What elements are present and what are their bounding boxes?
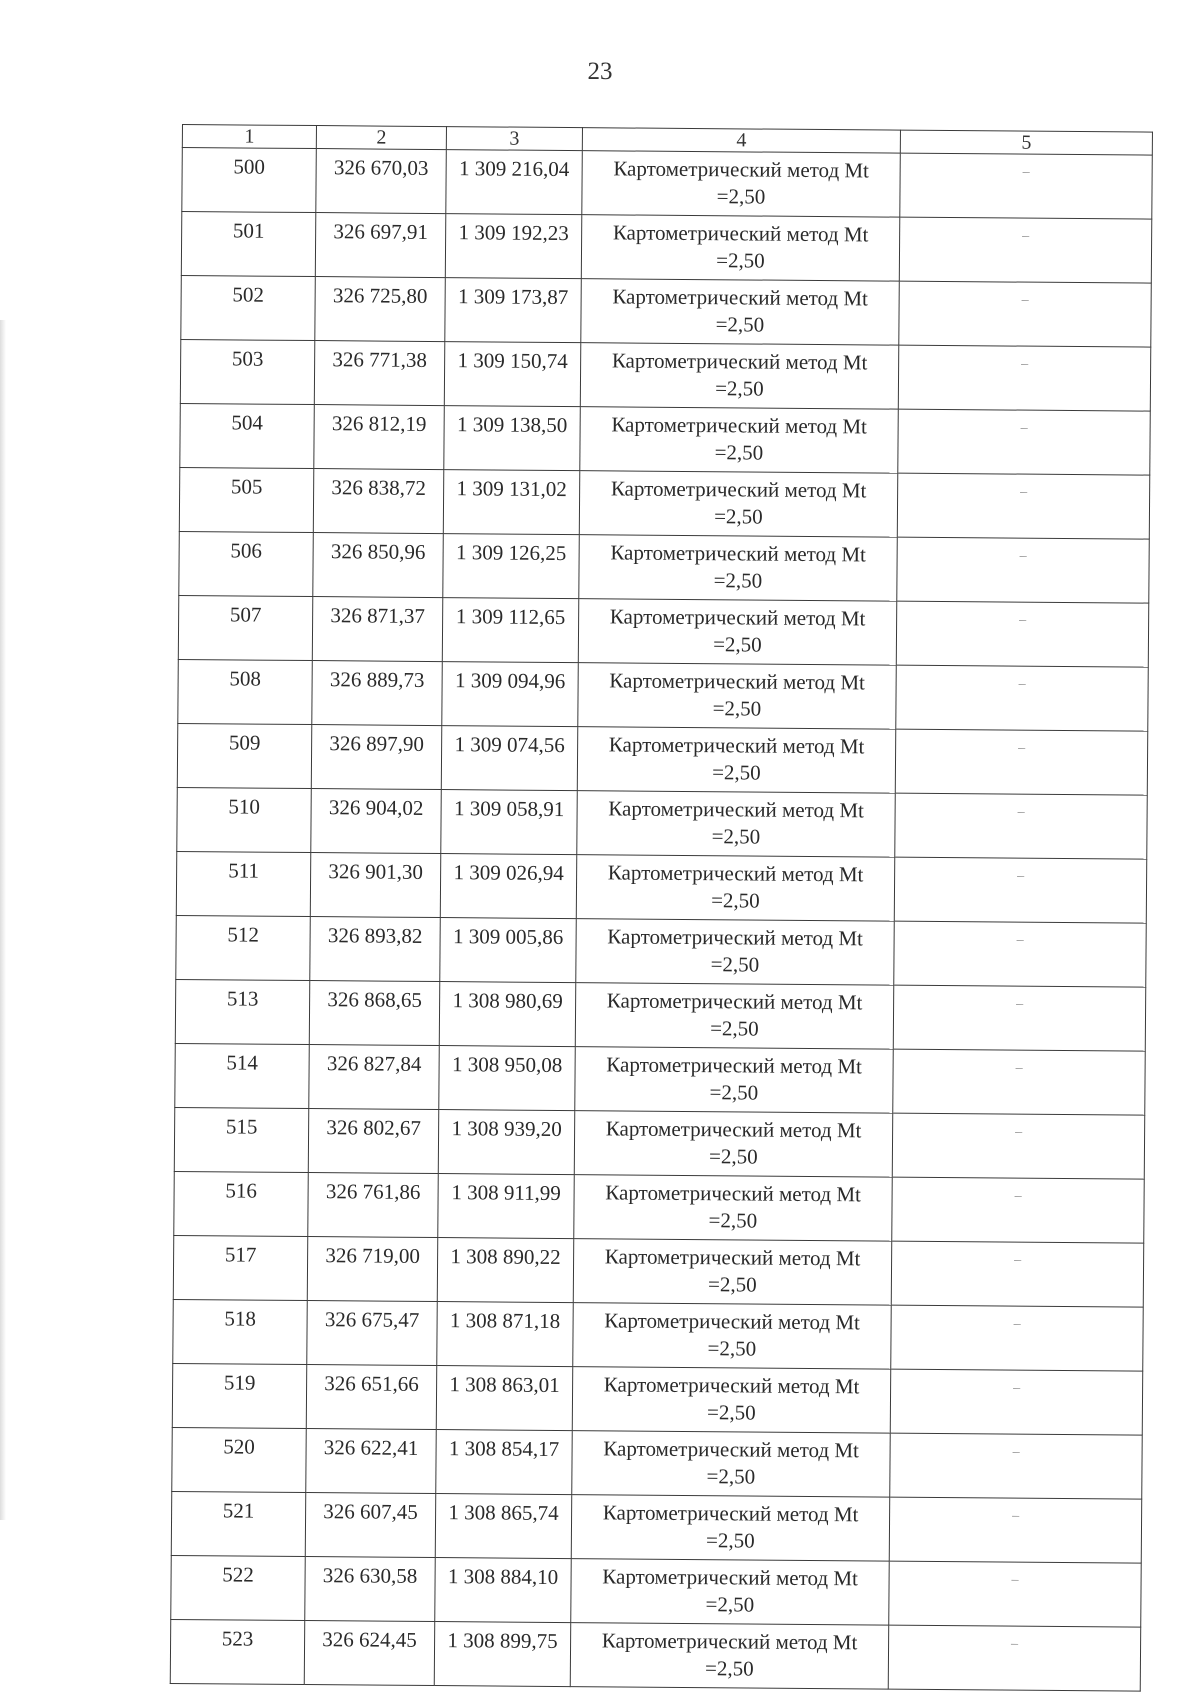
y-coordinate-cell: 1 309 058,91: [441, 790, 577, 855]
point-number-cell: 521: [171, 1491, 305, 1556]
method-label: Картометрический метод Mt: [601, 1628, 858, 1655]
method-cell: [571, 1559, 889, 1625]
method-label: Картометрический метод Mt: [612, 284, 869, 311]
method-cell: [573, 1303, 891, 1369]
method-label: Картометрический метод Mt: [604, 1244, 861, 1271]
point-number-cell: 504: [180, 403, 314, 468]
header-col-1: 1: [182, 125, 316, 149]
x-coordinate-cell: 326 893,82: [310, 917, 440, 982]
y-coordinate-cell: 1 308 911,99: [438, 1174, 574, 1239]
method-cell: [580, 407, 898, 473]
method-label: Картометрический метод Mt: [610, 476, 867, 503]
point-number-cell: 517: [173, 1235, 307, 1300]
method-label: Картометрический метод Mt: [608, 732, 865, 759]
table-row: [178, 595, 1148, 667]
y-coordinate-cell: 1 308 865,74: [435, 1494, 571, 1559]
method-cell: [574, 1175, 892, 1241]
method-accuracy-value: =2,50: [715, 376, 764, 401]
method-accuracy-value: =2,50: [710, 952, 760, 977]
y-coordinate-cell: 1 308 980,69: [439, 982, 575, 1047]
note-cell: –: [892, 1113, 1144, 1179]
method-cell: [578, 599, 896, 665]
y-coordinate-cell: 1 309 112,65: [442, 598, 578, 663]
note-cell: –: [898, 345, 1150, 411]
note-cell: –: [893, 1049, 1145, 1115]
point-number-cell: 507: [178, 595, 312, 660]
y-coordinate-cell: 1 309 005,86: [440, 918, 576, 983]
method-accuracy-value: =2,50: [712, 760, 761, 785]
table-row: [181, 275, 1151, 347]
coordinates-table: [170, 124, 1153, 1692]
method-accuracy-value: =2,50: [704, 1656, 754, 1681]
note-cell: –: [897, 537, 1149, 603]
method-label: Картометрический метод Mt: [606, 1052, 862, 1079]
y-coordinate-cell: 1 309 094,96: [442, 662, 578, 727]
note-cell: –: [890, 1369, 1142, 1435]
method-accuracy-value: =2,50: [712, 696, 762, 721]
x-coordinate-cell: 326 850,96: [313, 533, 443, 598]
table-row: [173, 1235, 1143, 1307]
method-label: Картометрический метод Mt: [610, 540, 867, 567]
note-cell: –: [893, 985, 1145, 1051]
table-row: [173, 1299, 1143, 1371]
x-coordinate-cell: 326 812,19: [314, 405, 444, 470]
method-accuracy-value: =2,50: [716, 248, 765, 273]
table-row: [175, 979, 1145, 1051]
point-number-cell: 520: [172, 1427, 306, 1492]
method-accuracy-value: =2,50: [707, 1400, 756, 1425]
table-row: [171, 1555, 1141, 1627]
note-cell: –: [900, 153, 1152, 219]
method-cell: [572, 1431, 890, 1497]
method-cell: [580, 343, 898, 409]
table-row: [176, 915, 1146, 987]
point-number-cell: 518: [173, 1299, 307, 1364]
method-accuracy-value: =2,50: [708, 1272, 757, 1297]
note-cell: –: [899, 217, 1151, 283]
x-coordinate-cell: 326 897,90: [311, 725, 441, 790]
method-accuracy-value: =2,50: [708, 1208, 758, 1233]
point-number-cell: 512: [176, 915, 310, 980]
table-row: [179, 531, 1149, 603]
y-coordinate-cell: 1 309 150,74: [444, 342, 580, 407]
note-cell: –: [895, 793, 1147, 859]
y-coordinate-cell: 1 309 026,94: [440, 854, 576, 919]
note-cell: –: [894, 921, 1146, 987]
table-row: [182, 148, 1152, 220]
note-cell: –: [889, 1561, 1141, 1627]
x-coordinate-cell: 326 904,02: [311, 789, 441, 854]
method-label: Картометрический метод Mt: [612, 220, 869, 247]
method-cell: [578, 663, 896, 729]
x-coordinate-cell: 326 651,66: [306, 1365, 436, 1430]
method-cell: [571, 1495, 889, 1561]
x-coordinate-cell: 326 670,03: [316, 149, 446, 214]
table-row: [175, 1043, 1145, 1115]
method-label: Картометрический метод Mt: [609, 668, 866, 695]
y-coordinate-cell: 1 308 950,08: [439, 1046, 575, 1111]
method-label: Картометрический метод Mt: [606, 988, 863, 1015]
point-number-cell: 503: [180, 339, 314, 404]
method-accuracy-value: =2,50: [707, 1336, 757, 1361]
method-cell: [570, 1623, 888, 1689]
y-coordinate-cell: 1 309 173,87: [445, 278, 581, 343]
point-number-cell: 502: [181, 275, 315, 340]
method-cell: [582, 151, 900, 217]
x-coordinate-cell: 326 630,58: [305, 1557, 435, 1622]
header-col-4: 4: [582, 128, 900, 153]
x-coordinate-cell: 326 868,65: [309, 981, 439, 1046]
table-row: [172, 1427, 1142, 1499]
point-number-cell: 519: [172, 1363, 306, 1428]
method-cell: [579, 471, 897, 537]
x-coordinate-cell: 326 761,86: [308, 1173, 438, 1238]
y-coordinate-cell: 1 309 216,04: [446, 150, 582, 215]
method-accuracy-value: =2,50: [706, 1464, 756, 1489]
table-row: [174, 1107, 1144, 1179]
note-cell: –: [895, 729, 1147, 795]
x-coordinate-cell: 326 889,73: [312, 661, 442, 726]
method-accuracy-value: =2,50: [711, 888, 760, 913]
method-cell: [576, 919, 894, 985]
table-row: [177, 723, 1147, 795]
note-cell: –: [894, 857, 1146, 923]
note-cell: –: [889, 1497, 1141, 1563]
note-cell: –: [896, 665, 1148, 731]
method-label: Картометрический метод Mt: [613, 156, 870, 183]
point-number-cell: 523: [170, 1619, 304, 1684]
method-accuracy-value: =2,50: [705, 1592, 755, 1617]
method-label: Картометрический метод Mt: [603, 1436, 859, 1463]
header-col-2: 2: [316, 126, 446, 150]
x-coordinate-cell: 326 697,91: [315, 213, 445, 278]
method-cell: [581, 215, 899, 281]
point-number-cell: 516: [174, 1171, 308, 1236]
method-label: Картометрический метод Mt: [607, 924, 864, 951]
y-coordinate-cell: 1 309 138,50: [444, 406, 580, 471]
x-coordinate-cell: 326 624,45: [304, 1621, 434, 1686]
point-number-cell: 515: [174, 1107, 308, 1172]
method-accuracy-value: =2,50: [713, 632, 762, 657]
y-coordinate-cell: 1 308 899,75: [434, 1622, 570, 1687]
method-label: Картометрический метод Mt: [611, 348, 868, 375]
point-number-cell: 506: [179, 531, 313, 596]
x-coordinate-cell: 326 871,37: [312, 597, 442, 662]
method-label: Картометрический метод Mt: [602, 1564, 858, 1591]
note-cell: –: [899, 281, 1151, 347]
method-cell: [579, 535, 897, 601]
method-accuracy-value: =2,50: [711, 824, 761, 849]
method-cell: [577, 791, 895, 857]
y-coordinate-cell: 1 309 126,25: [443, 534, 579, 599]
point-number-cell: 522: [171, 1555, 305, 1620]
method-cell: [575, 1047, 893, 1113]
header-col-3: 3: [446, 127, 582, 151]
header-col-5: 5: [900, 130, 1152, 155]
method-label: Картометрический метод Mt: [611, 412, 868, 439]
x-coordinate-cell: 326 607,45: [305, 1493, 435, 1558]
method-cell: [577, 727, 895, 793]
point-number-cell: 500: [182, 148, 316, 213]
table-row: [172, 1363, 1142, 1435]
y-coordinate-cell: 1 308 854,17: [436, 1430, 572, 1495]
method-label: Картометрический метод Mt: [602, 1500, 859, 1527]
x-coordinate-cell: 326 838,72: [313, 469, 443, 534]
scan-edge-shadow: [0, 320, 6, 1520]
method-accuracy-value: =2,50: [710, 1016, 759, 1041]
x-coordinate-cell: 326 802,67: [308, 1109, 438, 1174]
x-coordinate-cell: 326 719,00: [307, 1237, 437, 1302]
method-cell: [576, 855, 894, 921]
method-accuracy-value: =2,50: [709, 1080, 759, 1105]
y-coordinate-cell: 1 308 863,01: [436, 1366, 572, 1431]
note-cell: –: [897, 473, 1149, 539]
y-coordinate-cell: 1 308 871,18: [437, 1302, 573, 1367]
point-number-cell: 514: [175, 1043, 309, 1108]
y-coordinate-cell: 1 308 890,22: [437, 1238, 573, 1303]
method-accuracy-value: =2,50: [714, 440, 764, 465]
y-coordinate-cell: 1 308 939,20: [438, 1110, 574, 1175]
table-row: [180, 403, 1150, 475]
y-coordinate-cell: 1 308 884,10: [435, 1558, 571, 1623]
method-accuracy-value: =2,50: [714, 504, 763, 529]
method-accuracy-value: =2,50: [715, 312, 765, 337]
method-accuracy-value: =2,50: [706, 1528, 755, 1553]
method-label: Картометрический метод Mt: [608, 796, 865, 823]
note-cell: –: [892, 1177, 1144, 1243]
method-label: Картометрический метод Mt: [605, 1116, 862, 1143]
method-accuracy-value: =2,50: [709, 1144, 758, 1169]
table-row: [174, 1171, 1144, 1243]
point-number-cell: 505: [179, 467, 313, 532]
table-row: [179, 467, 1149, 539]
note-cell: –: [896, 601, 1148, 667]
x-coordinate-cell: 326 622,41: [306, 1429, 436, 1494]
x-coordinate-cell: 326 675,47: [307, 1301, 437, 1366]
note-cell: –: [891, 1305, 1143, 1371]
table-row: [176, 851, 1146, 923]
point-number-cell: 509: [177, 723, 311, 788]
method-cell: [573, 1239, 891, 1305]
table-row: [181, 212, 1151, 284]
method-label: Картометрический метод Mt: [609, 604, 866, 631]
note-cell: –: [890, 1433, 1142, 1499]
table-row: [178, 659, 1148, 731]
table-row: [177, 787, 1147, 859]
table-row: [170, 1619, 1140, 1691]
y-coordinate-cell: 1 309 192,23: [445, 214, 581, 279]
x-coordinate-cell: 326 901,30: [310, 853, 440, 918]
page-number: 23: [587, 58, 613, 85]
note-cell: –: [891, 1241, 1143, 1307]
note-cell: –: [888, 1625, 1140, 1691]
method-accuracy-value: =2,50: [713, 568, 763, 593]
x-coordinate-cell: 326 827,84: [309, 1045, 439, 1110]
method-label: Картометрический метод Mt: [603, 1372, 860, 1399]
table-body: [170, 148, 1152, 1692]
x-coordinate-cell: 326 771,38: [314, 341, 444, 406]
table-row: [171, 1491, 1141, 1563]
method-label: Картометрический метод Mt: [605, 1180, 861, 1207]
method-label: Картометрический метод Mt: [604, 1308, 860, 1335]
method-accuracy-value: =2,50: [716, 184, 766, 209]
method-cell: [574, 1111, 892, 1177]
method-cell: [575, 983, 893, 1049]
x-coordinate-cell: 326 725,80: [315, 277, 445, 342]
point-number-cell: 510: [177, 787, 311, 852]
point-number-cell: 508: [178, 659, 312, 724]
point-number-cell: 511: [176, 851, 310, 916]
method-cell: [581, 279, 899, 345]
method-label: Картометрический метод Mt: [607, 860, 864, 887]
y-coordinate-cell: 1 309 131,02: [443, 470, 579, 535]
table-row: [180, 339, 1150, 411]
method-cell: [572, 1367, 890, 1433]
note-cell: –: [898, 409, 1150, 475]
point-number-cell: 513: [175, 979, 309, 1044]
point-number-cell: 501: [181, 212, 315, 277]
y-coordinate-cell: 1 309 074,56: [441, 726, 577, 791]
